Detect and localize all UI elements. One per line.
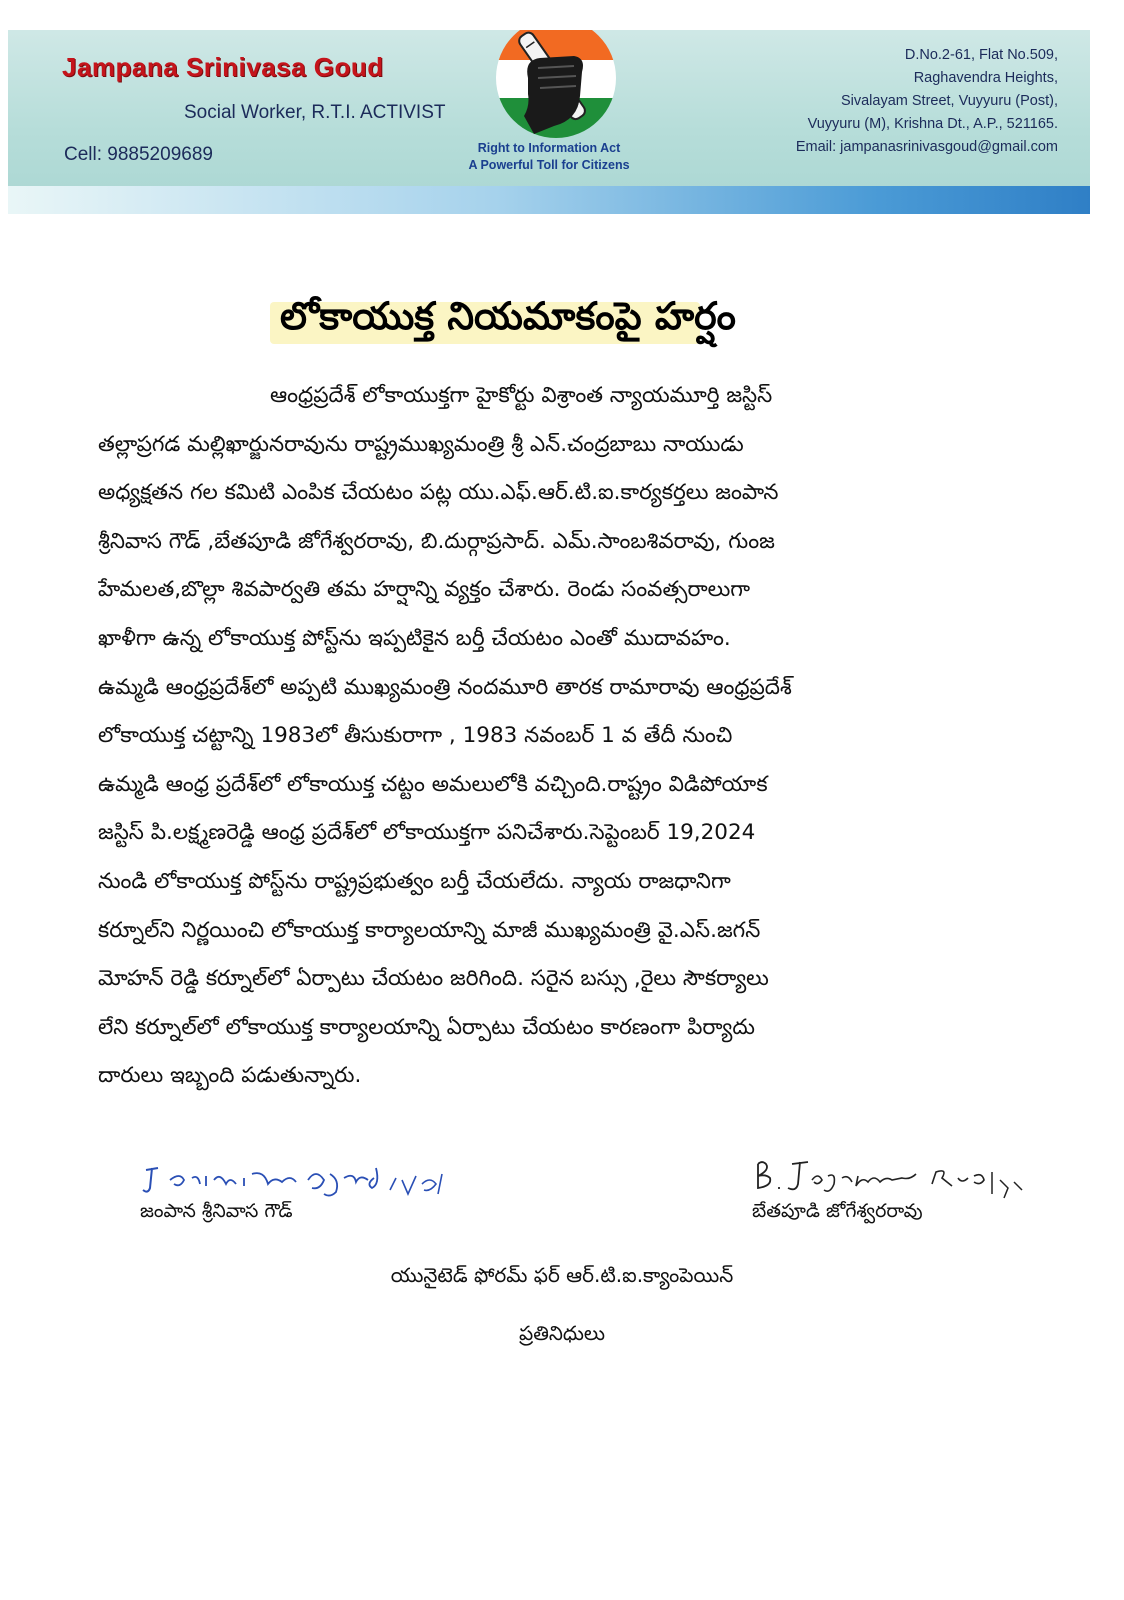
- body-line: ఉమ్మడి ఆంధ్రప్రదేశ్‌లో అప్పటి ముఖ్యమంత్రి నందమూరి తారక రామారావు ఆంధ్రప్రదేశ్: [98, 674, 792, 700]
- document-body: [98, 372, 998, 1101]
- rti-tagline: [438, 140, 660, 174]
- body-line: జస్టిస్ పి.లక్ష్మణరెడ్డి ఆంధ్ర ప్రదేశ్‌లో లోకాయుక్తగా పనిచేశారు.సెప్టెంబర్ 19,2024: [98, 820, 756, 846]
- signature-block-right: [752, 1150, 1032, 1227]
- address-line: Raghavendra Heights,: [913, 70, 1058, 86]
- sender-role: Social Worker, R.T.I. ACTIVIST: [184, 102, 446, 123]
- body-line: ఉమ్మడి ఆంధ్ర ప్రదేశ్‌లో లోకాయుక్త చట్టం అమలులోకి వచ్చింది.రాష్ట్రం విడిపోయాక: [98, 771, 768, 797]
- rti-line-2: A Powerful Toll for Citizens: [468, 158, 630, 172]
- address-line: Vuyyuru (M), Krishna Dt., A.P., 521165.: [807, 116, 1058, 132]
- forum-name: యునైటెడ్ ఫోరమ్ ఫర్ ఆర్.టి.ఐ.క్యాంపెయిన్: [390, 1263, 734, 1287]
- address-line: Sivalayam Street, Vuyyuru (Post),: [840, 93, 1058, 109]
- sender-address: [796, 44, 1058, 159]
- address-line: D.No.2-61, Flat No.509,: [904, 47, 1058, 63]
- body-line: ఆంధ్రప్రదేశ్ లోకాయుక్తగా హైకోర్టు విశ్రాంత న్యాయమూర్తి జస్టిస్: [270, 383, 773, 408]
- forum-role: ప్రతినిధులు: [518, 1321, 606, 1345]
- handwritten-signature-left: [140, 1150, 480, 1200]
- body-line: అధ్యక్షతన గల కమిటి ఎంపిక చేయటం పట్ల యు.ఎఫ్.ఆర్.టి.ఐ.కార్యకర్తలు జంపాన: [98, 480, 779, 506]
- body-line: శ్రీనివాస గౌడ్ ,బేతపూడి జోగేశ్వరరావు, బి.దుర్గాప్రసాద్. ఎమ్.సాంబశివరావు, గుంజ: [98, 528, 775, 554]
- body-line: ఖాళీగా ఉన్న లోకాయుక్త పోస్ట్‌ను ఇప్పటికైన బర్తీ చేయటం ఎంతో ముదావహం.: [98, 625, 731, 651]
- body-line: హేమలత,బొల్లా శివపార్వతి తమ హర్షాన్ని వ్యక్తం చేశారు. రెండు సంవత్సరాలుగా: [98, 577, 751, 603]
- body-line: కర్నూల్‌ని నిర్ణయించి లోకాయుక్త కార్యాలయాన్ని మాజీ ముఖ్యమంత్రి వై.ఎస్.జగన్: [98, 917, 761, 943]
- signatory-left-name: జంపాన శ్రీనివాస గౌడ్: [140, 1200, 293, 1222]
- email-line: Email: jampanasrinivasgoud@gmail.com: [795, 139, 1058, 155]
- letterhead-stripe: [8, 186, 1090, 214]
- signature-block-left: [140, 1150, 480, 1227]
- body-line: మోహన్ రెడ్డి కర్నూల్‌లో ఏర్పాటు చేయటం జరిగింది. సరైన బస్సు ,రైలు సౌకర్యాలు: [98, 966, 769, 992]
- sender-phone: Cell: 9885209689: [64, 144, 213, 165]
- body-line: లోకాయుక్త చట్టాన్ని 1983లో తీసుకురాగా , 1983 నవంబర్ 1 వ తేదీ నుంచి: [98, 723, 733, 749]
- signatory-right-name: బేతపూడి జోగేశ్వరరావు: [752, 1200, 923, 1222]
- heading-block: [270, 292, 970, 350]
- handwritten-signature-right: [752, 1150, 1032, 1200]
- rti-line-1: Right to Information Act: [477, 141, 621, 155]
- sender-name: Jampana Srinivasa Goud: [62, 52, 384, 82]
- fist-holding-scroll-icon: [494, 30, 618, 140]
- letterhead: [8, 30, 1090, 214]
- body-line: దారులు ఇబ్బంది పడుతున్నారు.: [98, 1063, 362, 1089]
- body-line: తల్లాప్రగడ మల్లిఖార్జునరావును రాష్ట్రముఖ్యమంత్రి శ్రీ ఎన్.చంద్రబాబు నాయుడు: [98, 431, 744, 457]
- body-line: లేని కర్నూల్‌లో లోకాయుక్త కార్యాలయాన్ని ఏర్పాటు చేయటం కారణంగా పిర్యాదు: [98, 1014, 755, 1040]
- document-title: లోకాయుక్త నియమాకంపై హర్షం: [280, 294, 736, 338]
- footer-block: [0, 1246, 1124, 1362]
- body-line: నుండి లోకాయుక్త పోస్ట్‌ను రాష్ట్రప్రభుత్వం బర్తీ చేయలేదు. న్యాయ రాజధానిగా: [98, 868, 731, 894]
